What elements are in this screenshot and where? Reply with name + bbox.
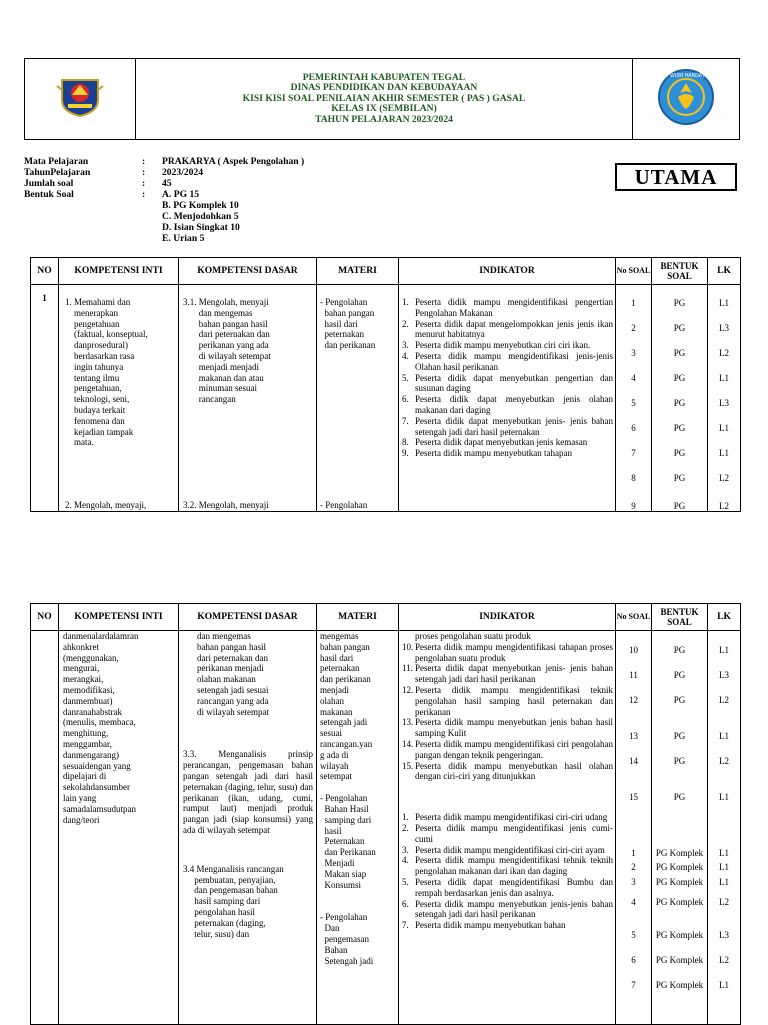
indikator-text: Peserta didik mampu mengidentifikasi jenis-jenis Olahan hasil perikanan <box>415 350 613 372</box>
indikator-item <box>402 642 613 664</box>
no-soal-value: 10 <box>629 645 638 655</box>
indikator-text: Peserta didik mampu menyebutkan ciri ciri ikan. <box>415 340 591 351</box>
indikator-text: Peserta didik mampu menyebutkan tahapan <box>415 448 572 459</box>
indikator-number: 2. <box>402 318 409 329</box>
indikator-text: Peserta didik mampu mengidentifikasi tehnik teknih pengolahan makanan dari ikan dan daging <box>415 855 613 877</box>
no-soal-value: 13 <box>629 731 638 741</box>
indikator-number: 5. <box>402 372 409 383</box>
meta-value: A. PG 15 <box>162 189 200 200</box>
ki-text-2: 2. Mengolah, menyaji, <box>65 500 147 511</box>
lk-value: L2 <box>719 501 729 511</box>
indikator-item <box>402 845 613 856</box>
logo-motto: TUT WURI HANDAYANI <box>658 72 714 79</box>
indikator-text: Peserta didik mampu mengidentifikasi teknik pengolahan hasil samping hasil peternakan dan perikanan <box>415 684 613 717</box>
lk-value: L1 <box>719 980 729 990</box>
meta-colon: : <box>142 156 146 167</box>
header-line-government: PEMERINTAH KABUPATEN TEGAL <box>302 71 466 83</box>
lk-value: L1 <box>719 645 729 655</box>
meta-colon: : <box>142 189 146 200</box>
col-header-indikator: INDIKATOR <box>399 258 616 285</box>
kd-text-2: 3.2. Mengolah, menyaji <box>183 500 269 511</box>
col-header-no: NO <box>31 604 59 631</box>
table-row <box>31 285 741 512</box>
indikator-cell <box>399 631 616 1025</box>
lk-value: L2 <box>719 897 729 907</box>
bentuk-value: PG <box>673 423 686 433</box>
bentuk-value: PG <box>673 323 686 333</box>
meta-key: Bentuk Soal <box>24 189 74 200</box>
indikator-continuation: proses pengolahan suatu produk <box>415 631 531 641</box>
no-soal-value: 3 <box>631 877 636 887</box>
indikator-text: Peserta didik dapat menyebutkan jenis olahan makanan dari daging <box>415 394 613 415</box>
meta-row-count <box>24 179 444 190</box>
no-soal-cell <box>616 285 652 512</box>
bentuk-value: PG Komplek <box>655 955 704 965</box>
grid-table-1 <box>30 257 741 512</box>
grid-table-2 <box>30 603 741 1025</box>
indikator-text: Peserta didik mampu mengidentifikasi tahapan proses pengolahan suatu produk <box>415 641 613 663</box>
indikator-item <box>402 920 613 931</box>
meta-colon: : <box>142 178 146 189</box>
indikator-item <box>402 373 613 395</box>
indikator-item <box>402 855 613 877</box>
indikator-item <box>402 812 613 823</box>
row-no <box>31 631 59 1025</box>
header-line-title: KISI KISI SOAL PENILAIAN AKHIR SEMESTER ( PAS ) GASAL <box>242 92 526 104</box>
col-header-no-soal: No SOAL <box>616 258 652 285</box>
no-soal-value: 7 <box>631 980 636 990</box>
kd-text-c: 3.4 Menganalisis rancangan pembuatan, penyajian, dan pengemasan bahan hasil samping dari pengolahan hasil peternakan (daging, telur, susu) dan <box>183 863 284 939</box>
indikator-number: 8. <box>402 437 409 448</box>
no-soal-value: 9 <box>631 501 636 511</box>
indikator-item <box>402 663 613 685</box>
indikator-number: 1. <box>402 812 409 823</box>
meta-row-format-d <box>24 223 444 234</box>
indikator-number: 4. <box>402 350 409 361</box>
bentuk-value: PG <box>673 448 686 458</box>
bentuk-value: PG Komplek <box>655 862 704 872</box>
col-header-ki: KOMPETENSI INTI <box>59 258 179 285</box>
indikator-item <box>402 297 613 319</box>
ministry-logo-cell <box>633 59 740 140</box>
regency-emblem-icon <box>54 76 106 118</box>
indikator-number: 11. <box>402 663 413 674</box>
bentuk-value: PG <box>673 670 686 680</box>
indikator-number: 10. <box>402 641 414 652</box>
ki-text: 1. Memahami dan menerapkan pengetahuan (faktual, konseptual, danprosedural) berdasarkan rasa ingin tahunya tentang ilmu pengetahuan, teknologi, seni, budaya terkait fenomena dan kejadian tampak mata. <box>65 297 148 448</box>
col-header-no: NO <box>31 258 59 285</box>
bentuk-value: PG <box>673 731 686 741</box>
indikator-text: Peserta didik dapat menyebutkan pengertian dan susunan daging <box>415 372 613 394</box>
lk-value: L3 <box>719 323 729 333</box>
row-no: 1 <box>31 285 59 512</box>
lk-value: L1 <box>719 792 729 802</box>
indikator-item <box>402 823 613 845</box>
tut-wuri-handayani-logo-icon <box>656 67 716 127</box>
no-soal-value: 3 <box>631 348 636 358</box>
no-soal-value: 1 <box>631 298 636 308</box>
indikator-item <box>402 717 613 739</box>
indikator-number: 1. <box>402 297 409 307</box>
lk-cell <box>708 285 741 512</box>
no-soal-value: 4 <box>631 897 636 907</box>
no-soal-value: 2 <box>631 862 636 872</box>
bentuk-value: PG <box>673 756 686 766</box>
meta-format-d: D. Isian Singkat 10 <box>162 222 240 233</box>
bentuk-cell <box>652 631 708 1025</box>
col-header-kd: KOMPETENSI DASAR <box>179 258 317 285</box>
meta-value: 2023/2024 <box>162 167 204 178</box>
no-soal-value: 5 <box>631 398 636 408</box>
table-row <box>31 631 741 1025</box>
indikator-item <box>402 761 613 783</box>
meta-row-format-e <box>24 234 444 245</box>
indikator-number: 3. <box>402 340 409 351</box>
lk-value: L2 <box>719 756 729 766</box>
meta-format-e: E. Urian 5 <box>162 233 205 244</box>
header-line-class: KELAS IX (SEMBILAN) <box>331 103 437 115</box>
meta-key: TahunPelajaran <box>24 167 91 178</box>
bentuk-value: PG <box>673 501 686 511</box>
indikator-item <box>402 319 613 341</box>
indikator-number: 13. <box>402 717 414 728</box>
indikator-number: 2. <box>402 822 409 833</box>
bentuk-cell <box>652 285 708 512</box>
indikator-text: Peserta didik mampu mengidentifikasi pengertian Pengolahan Makanan <box>415 297 613 318</box>
materi-cell <box>317 631 399 1025</box>
indikator-text: Peserta didik dapat menyebutkan jenis kemasan <box>415 437 588 448</box>
lk-value: L3 <box>719 930 729 940</box>
kd-text: 3.1. Mengolah, menyaji dan mengemas bahan pangan hasil dari peternakan dan perikanan yang ada di wilayah setempat menjadi menjadi makanan dan atau minuman sesuai rancangan <box>183 297 271 405</box>
indikator-item <box>402 416 613 438</box>
bentuk-value: PG <box>673 473 686 483</box>
col-header-kd: KOMPETENSI DASAR <box>179 604 317 631</box>
bentuk-value: PG <box>673 373 686 383</box>
materi-text: - Pengolahan bahan pangan hasil dari peternakan dan perikanan <box>320 297 376 351</box>
regency-logo-cell <box>25 59 136 140</box>
lk-cell <box>708 631 741 1025</box>
bentuk-value: PG <box>673 645 686 655</box>
indikator-cell <box>399 285 616 512</box>
indikator-number: 5. <box>402 876 409 887</box>
indikator-text: Peserta didik dapat menyebutkan jenis- jenis bahan setengah jadi dari hasil perikanan <box>415 663 613 685</box>
materi-text-b: - Pengolahan Bahan Hasil samping dari hasil Peternakan dan Perikanan Menjadi Makan siap Konsumsi <box>320 793 376 890</box>
no-soal-value: 12 <box>629 695 638 705</box>
no-soal-value: 5 <box>631 930 636 940</box>
materi-cell <box>317 285 399 512</box>
indikator-text: Peserta didik mampu menyebutkan jenis-jenis bahan setengah jadi dari hasil perikanan <box>415 898 613 920</box>
document-header <box>24 58 740 140</box>
indikator-number: 3. <box>402 844 409 855</box>
indikator-text: Peserta didik mampu mengidentifikasi ciri-ciri udang <box>415 812 608 823</box>
no-soal-value: 14 <box>629 756 638 766</box>
no-soal-value: 4 <box>631 373 636 383</box>
lk-value: L2 <box>719 695 729 705</box>
indikator-text: Peserta didik mampu menyebutkan hasil olahan dengan ciri-ciri yang ditunjukkan <box>415 760 613 782</box>
indikator-text: Peserta didik mampu mengidentifikasi ciri-ciri ayam <box>415 844 605 855</box>
materi-text-2: - Pengolahan <box>320 500 368 511</box>
bentuk-value: PG <box>673 398 686 408</box>
lk-value: L2 <box>719 955 729 965</box>
indikator-item <box>402 448 613 459</box>
table-header-row <box>31 258 741 285</box>
kd-cell <box>179 285 317 512</box>
indikator-item <box>402 685 613 717</box>
indikator-number: 14. <box>402 738 414 749</box>
bentuk-value: PG Komplek <box>655 980 704 990</box>
indikator-list-a <box>402 642 613 782</box>
indikator-list <box>402 297 613 459</box>
indikator-number: 4. <box>402 855 409 866</box>
indikator-number: 15. <box>402 760 414 771</box>
kd-text-a: dan mengemas bahan pangan hasil dari peternakan dan perikanan menjadi olahan makanan setengah jadi sesuai rancangan yang ada di wilayah setempat <box>197 631 269 717</box>
meta-key: Mata Pelajaran <box>24 156 89 167</box>
indikator-number: 9. <box>402 448 409 459</box>
lk-value: L3 <box>719 398 729 408</box>
lk-value: L1 <box>719 877 729 887</box>
meta-colon: : <box>142 167 146 178</box>
col-header-indikator: INDIKATOR <box>399 604 616 631</box>
header-line-year: TAHUN PELAJARAN 2023/2024 <box>315 113 453 125</box>
indikator-number: 6. <box>402 394 409 405</box>
meta-format-c: C. Menjodohkan 5 <box>162 211 239 222</box>
indikator-text: Peserta didik dapat menyebutkan jenis- jenis bahan setengah jadi dari hasil peternakan <box>415 415 613 437</box>
meta-key: Jumlah soal <box>24 178 74 189</box>
no-soal-cell <box>616 631 652 1025</box>
no-soal-value: 7 <box>631 448 636 458</box>
no-soal-value: 2 <box>631 323 636 333</box>
bentuk-value: PG <box>673 298 686 308</box>
ki-cell <box>59 285 179 512</box>
col-header-materi: MATERI <box>317 258 399 285</box>
lk-value: L1 <box>719 848 729 858</box>
lk-value: L1 <box>719 448 729 458</box>
no-soal-value: 8 <box>631 473 636 483</box>
indikator-text: Peserta didik mampu menyebutkan jenis bahan hasil samping Kulit <box>415 717 613 739</box>
indikator-item <box>402 739 613 761</box>
meta-row-year <box>24 168 444 179</box>
header-title-cell <box>136 59 633 140</box>
no-soal-value: 15 <box>629 792 638 802</box>
indikator-number: 7. <box>402 920 409 931</box>
col-header-bentuk: BENTUK SOAL <box>652 604 708 631</box>
indikator-item <box>402 394 613 416</box>
indikator-number: 7. <box>402 415 409 426</box>
lk-value: L1 <box>719 731 729 741</box>
materi-text-c: - Pengolahan Dan pengemasan Bahan Setengah jadi <box>320 912 374 966</box>
col-header-bentuk: BENTUK SOAL <box>652 258 708 285</box>
col-header-lk: LK <box>708 604 741 631</box>
utama-badge: UTAMA <box>615 163 737 191</box>
meta-value: PRAKARYA ( Aspek Pengolahan ) <box>162 156 305 167</box>
indikator-text: Peserta didik dapat mengidentifikasi Bumbu dan rempah berdasarkan jenis dan asalnya. <box>415 876 613 898</box>
indikator-item <box>402 351 613 373</box>
indikator-list-b <box>402 812 613 931</box>
meta-value: 45 <box>162 178 172 189</box>
col-header-materi: MATERI <box>317 604 399 631</box>
no-soal-value: 1 <box>631 848 636 858</box>
ki-cell <box>59 631 179 1025</box>
col-header-lk: LK <box>708 258 741 285</box>
no-soal-value: 6 <box>631 423 636 433</box>
indikator-text: Peserta didik mampu mengidentifikasi jenis cumi-cumi <box>415 822 613 844</box>
no-soal-value: 6 <box>631 955 636 965</box>
col-header-no-soal: No SOAL <box>616 604 652 631</box>
lk-value: L2 <box>719 348 729 358</box>
kd-text-b: 3.3. Menganalisis prinsip perancangan, pengemasan bahan pangan setengah jadi dari hasil peternakan (daging, telur, susu) dan perikanan (ikan, udang, cumi, rumput laut) menjadi produk pangan jadi (siap konsumsi) yang ada di wilayah setempat <box>183 749 313 835</box>
indikator-number: 12. <box>402 684 414 695</box>
bentuk-value: PG Komplek <box>655 877 704 887</box>
kd-cell <box>179 631 317 1025</box>
indikator-item <box>402 899 613 921</box>
lk-value: L1 <box>719 423 729 433</box>
indikator-item <box>402 437 613 448</box>
indikator-text: Peserta didik dapat mengelompokkan jenis jenis ikan menurut habitatnya <box>415 318 613 340</box>
lk-value: L1 <box>719 373 729 383</box>
indikator-item <box>402 340 613 351</box>
header-line-agency: DINAS PENDIDIKAN DAN KEBUDAYAAN <box>290 82 478 94</box>
no-soal-value: 11 <box>629 670 638 680</box>
bentuk-value: PG <box>673 695 686 705</box>
indikator-text: Peserta didik mampu menyebutkan bahan <box>415 920 566 931</box>
materi-text-a: mengemas bahan pangan hasil dari peternakan dan perikanan menjadi olahan makanan setengah jadi sesuai rancangan.yan g ada di wilayah setempat <box>320 631 373 782</box>
lk-value: L2 <box>719 473 729 483</box>
bentuk-value: PG Komplek <box>655 897 704 907</box>
col-header-ki: KOMPETENSI INTI <box>59 604 179 631</box>
indikator-text: Peserta didik mampu mengidentifikasi ciri pengolahan pangan dengan teknik pengeringan. <box>415 738 613 760</box>
indikator-number: 6. <box>402 898 409 909</box>
bentuk-value: PG Komplek <box>655 930 704 940</box>
bentuk-value: PG Komplek <box>655 848 704 858</box>
bentuk-value: PG <box>673 348 686 358</box>
lk-value: L1 <box>719 862 729 872</box>
lk-value: L3 <box>719 670 729 680</box>
bentuk-value: PG <box>673 792 686 802</box>
meta-format-b: B. PG Komplek 10 <box>162 200 239 211</box>
table-header-row <box>31 604 741 631</box>
lk-value: L1 <box>719 298 729 308</box>
indikator-item <box>402 877 613 899</box>
ki-text: danmenalardalamran ahkonkret (menggunakan, mengurai, merangkai, memodifikasi, danmembuat) danranahabstrak (menulis, membaca, menghitung, menggambar, danmengarang) sesuaidengan yang dipelajari di sekolahdansumber lain yang samadalamsudutpan dang/teori <box>63 631 139 825</box>
